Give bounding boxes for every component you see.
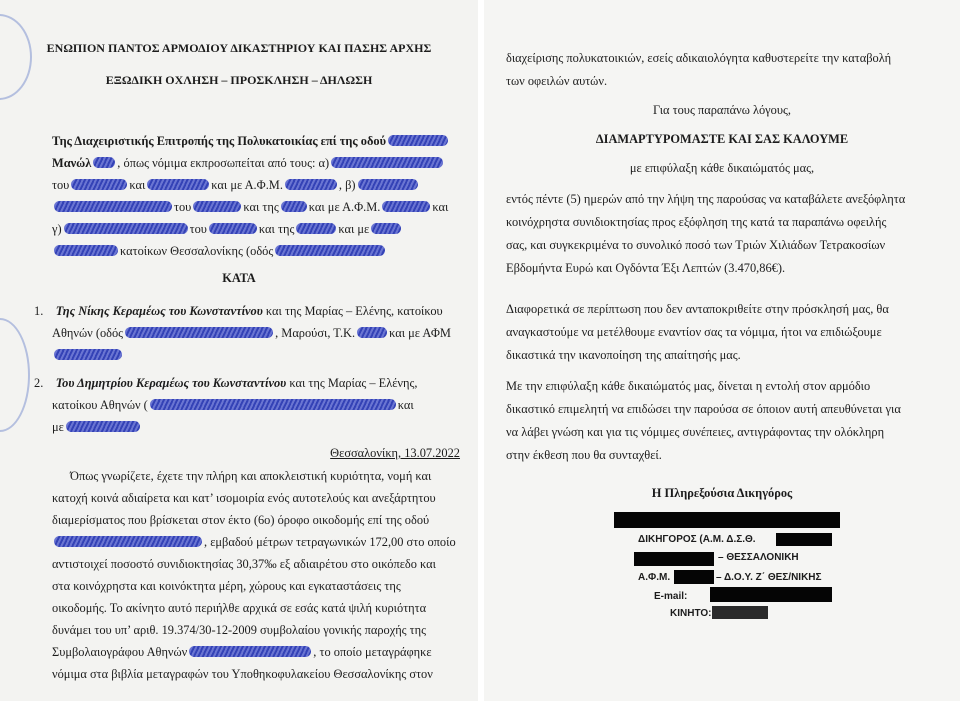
party-line-5	[52, 221, 403, 237]
respondent-text: και με ΑΦΜ	[389, 326, 451, 340]
right-line-14: δικαστικό επιμελητή να επιδώσει την παρούσα σε όποιον αυτή απευθύνεται για	[506, 402, 901, 416]
respondent-2-line-3	[52, 419, 142, 435]
redaction-scribble	[54, 245, 118, 256]
respondent-text: και	[397, 398, 414, 412]
body-line-6: στα κοινόχρηστα και κοινόκτητα μέρη, χώρους και εγκαταστάσεις της	[52, 579, 401, 593]
party-text: , όπως νόμιμα εκπροσωπείται από τους: α)	[117, 156, 330, 170]
party-line-4	[52, 199, 448, 215]
party-line-1	[52, 133, 450, 149]
redaction-scribble	[357, 327, 387, 338]
body-line-3: διαμερίσματος που βρίσκεται στον έκτο (6ο) όροφο οικοδομής επί της οδού	[52, 513, 430, 527]
right-document-page	[484, 0, 960, 701]
party-text: και με	[338, 222, 370, 236]
body-line-5: αντιστοιχεί ποσοστό συνιδιοκτησίας 30,37‰ εξ αδιαιρέτου στο οικόπεδο και	[52, 557, 437, 571]
redaction-scribble	[358, 179, 418, 190]
respondent-text: Μαρούσι, Τ.Κ.	[281, 326, 356, 340]
sig-city	[718, 550, 799, 566]
redacted-bar-am	[776, 533, 832, 546]
sig-kinito	[670, 606, 711, 622]
right-line-2: των οφειλών αυτών.	[506, 74, 608, 88]
redaction-scribble	[93, 157, 115, 168]
right-line-10: Διαφορετικά σε περίπτωση που δεν ανταποκριθείτε στην πρόσκλησή μας, θα	[506, 302, 889, 316]
kata-heading: ΚΑΤΑ	[222, 271, 256, 285]
redaction-scribble	[54, 349, 122, 360]
respondent-1-line-2: Αθηνών (οδός , Μαρούσι, Τ.Κ. και με ΑΦΜ	[52, 326, 451, 340]
right-line-5: με επιφύλαξη κάθε δικαιώματός μας,	[629, 161, 815, 175]
body-text: , εμβαδού μέτρων τετραγωνικών 172,00 στο οποίο	[204, 535, 456, 549]
redacted-bar-phone	[712, 606, 768, 619]
body-line-10: νόμιμα στα βιβλία μεταγραφών του Υποθηκοφυλακείου Θεσσαλονίκης στον	[52, 667, 433, 681]
redaction-scribble	[54, 201, 172, 212]
sig-doy	[716, 570, 822, 586]
party-text: Μανώλ	[52, 156, 92, 170]
right-line-7: κοινόχρηστα συνιδιοκτησίας προς εξόφληση της κατά τα παραπάνω οφειλής	[506, 215, 887, 229]
body-line-7: οικοδομής. Το ακίνητο αυτό περιήλθε αρχικά σε εσάς κατά ψιλή κυριότητα	[52, 601, 427, 615]
party-text: κατοίκων Θεσσαλονίκης (οδός	[120, 244, 274, 258]
party-text: του	[52, 178, 70, 192]
redaction-scribble	[331, 157, 443, 168]
redaction-scribble	[147, 179, 209, 190]
party-text: Της Διαχειριστικής Επιτροπής της Πολυκατοικίας επί της οδού	[52, 134, 387, 148]
body-text: , το οποίο μεταγράφηκε	[313, 645, 432, 659]
party-text: και	[432, 200, 449, 214]
party-text: και με Α.Φ.Μ.	[308, 200, 381, 214]
sig-text: ΚΙΝΗΤΟ:	[670, 608, 712, 619]
redaction-scribble	[388, 135, 448, 146]
sig-afm	[638, 570, 670, 586]
right-line-11: αναγκαστούμε να μετέλθουμε εναντίον σας τα νόμιμα, ήτοι να επιδιώξουμε	[506, 325, 882, 339]
party-line-6	[52, 243, 387, 259]
right-line-16: στην έκθεση που θα συνταχθεί.	[506, 448, 662, 462]
redacted-bar-address	[634, 552, 714, 566]
redaction-scribble	[150, 399, 396, 410]
list-number: 2.	[34, 376, 44, 390]
sig-text: – Δ.Ο.Υ. Ζ΄ ΘΕΣ/ΝΙΚΗΣ	[716, 572, 822, 583]
body-line-1: Όπως γνωρίζετε, έχετε την πλήρη και αποκλειστική κυριότητα, νομή και	[70, 469, 432, 483]
respondent-1-line-3	[52, 347, 124, 363]
respondent-text: Αθηνών (οδός	[52, 326, 124, 340]
sig-text: E-mail:	[654, 591, 688, 602]
party-line-2	[52, 155, 445, 171]
right-line-6: εντός πέντε (5) ημερών από την λήψη της παρούσας να καταβάλετε ανεξόφλητα	[506, 192, 906, 206]
redaction-scribble	[64, 223, 188, 234]
body-line-8: δυνάμει του υπ’ αριθ. 19.374/30-12-2009 συμβολαίου γονικής παροχής της	[52, 623, 427, 637]
redacted-name-block	[614, 512, 840, 528]
sig-text: Α.Φ.Μ.	[638, 572, 671, 583]
respondent-name: Της Νίκης Κεραμέως του Κωνσταντίνου	[55, 304, 263, 318]
redaction-scribble	[71, 179, 127, 190]
right-line-13: Με την επιφύλαξη κάθε δικαιώματός μας, δίνεται η εντολή στον αρμόδιο	[506, 379, 871, 393]
sig-dikigoros	[638, 532, 756, 548]
party-text: και της	[243, 200, 279, 214]
right-line-1: διαχείρισης πολυκατοικιών, εσείς αδικαιολόγητα καθυστερείτε την καταβολή	[506, 51, 892, 65]
redacted-bar-email	[710, 587, 832, 602]
party-text: και	[129, 178, 146, 192]
document-header: ΕΝΩΠΙΟΝ ΠΑΝΤΟΣ ΑΡΜΟΔΙΟΥ ΔΙΚΑΣΤΗΡΙΟΥ ΚΑΙ ΠΑΣΗΣ ΑΡΧΗΣ	[46, 41, 432, 55]
respondent-text: με	[52, 420, 64, 434]
redacted-bar-afm	[674, 570, 714, 584]
body-line-9	[52, 644, 432, 660]
redaction-scribble	[281, 201, 307, 212]
redaction-scribble	[275, 245, 385, 256]
party-text: γ)	[52, 222, 62, 236]
respondent-2-line-1	[34, 375, 418, 391]
sig-email	[654, 589, 687, 605]
redaction-scribble	[189, 646, 311, 657]
signer-title: Η Πληρεξούσια Δικηγόρος	[651, 486, 793, 500]
right-line-9: Εβδομήντα Ευρώ και Ογδόντα Έξι Λεπτών (3.470,86€).	[506, 261, 786, 275]
right-line-12: δικαστικά την ικανοποίηση της απαίτησής μας.	[506, 348, 741, 362]
party-text: , β)	[338, 178, 356, 192]
body-text: Συμβολαιογράφου Αθηνών	[52, 645, 188, 659]
respondent-text: κατοίκου Αθηνών (	[52, 398, 148, 412]
right-line-8: σας, και συγκεκριμένα το συνολικό ποσό των Τριών Χιλιάδων Τετρακοσίων	[506, 238, 886, 252]
party-text: και με Α.Φ.Μ.	[211, 178, 283, 192]
respondent-text: και της Μαρίας – Ελένης, κατοίκου	[262, 304, 443, 318]
demand-heading: ΔΙΑΜΑΡΤΥΡΟΜΑΣΤΕ ΚΑΙ ΣΑΣ ΚΑΛΟΥΜΕ	[595, 132, 849, 146]
left-document-page	[0, 0, 478, 701]
redaction-scribble	[125, 327, 273, 338]
right-line-3: Για τους παραπάνω λόγους,	[652, 103, 791, 117]
respondent-2-line-2	[52, 397, 414, 413]
party-line-3	[52, 177, 420, 193]
redaction-scribble	[371, 223, 401, 234]
sig-text: ΔΙΚΗΓΟΡΟΣ (Α.Μ. Δ.Σ.Θ.	[638, 534, 756, 545]
respondent-name: Του Δημητρίου Κεραμέως του Κωνσταντίνου	[55, 376, 287, 390]
document-date: Θεσσαλονίκη, 13.07.2022	[330, 446, 460, 460]
right-line-15: να λάβει γνώση και για τις νόμιμες συνέπειες, αντιγράφοντας την ολόκληρη	[506, 425, 885, 439]
redaction-scribble	[193, 201, 241, 212]
respondent-1-line-1	[34, 303, 443, 319]
redaction-scribble	[296, 223, 336, 234]
redaction-scribble	[54, 536, 202, 547]
body-line-4	[52, 534, 456, 550]
party-text: του	[189, 222, 207, 236]
redaction-scribble	[382, 201, 430, 212]
body-line-2: κατοχή κοινά αδιαίρετα και κατ’ ισομοιρία ενός αυτοτελούς και ανεξάρτητου	[52, 491, 436, 505]
party-text: και της	[258, 222, 295, 236]
document-subheader: ΕΞΩΔΙΚΗ ΟΧΛΗΣΗ – ΠΡΟΣΚΛΗΣΗ – ΔΗΛΩΣΗ	[105, 73, 373, 87]
redaction-scribble	[66, 421, 140, 432]
list-number: 1.	[34, 304, 44, 318]
left-stamp-bottom	[0, 318, 30, 432]
sig-text: – ΘΕΣΣΑΛΟΝΙΚΗ	[718, 552, 799, 563]
redaction-scribble	[285, 179, 337, 190]
respondent-text: και της Μαρίας – Ελένης,	[286, 376, 418, 390]
redaction-scribble	[209, 223, 257, 234]
party-text: του	[174, 200, 192, 214]
